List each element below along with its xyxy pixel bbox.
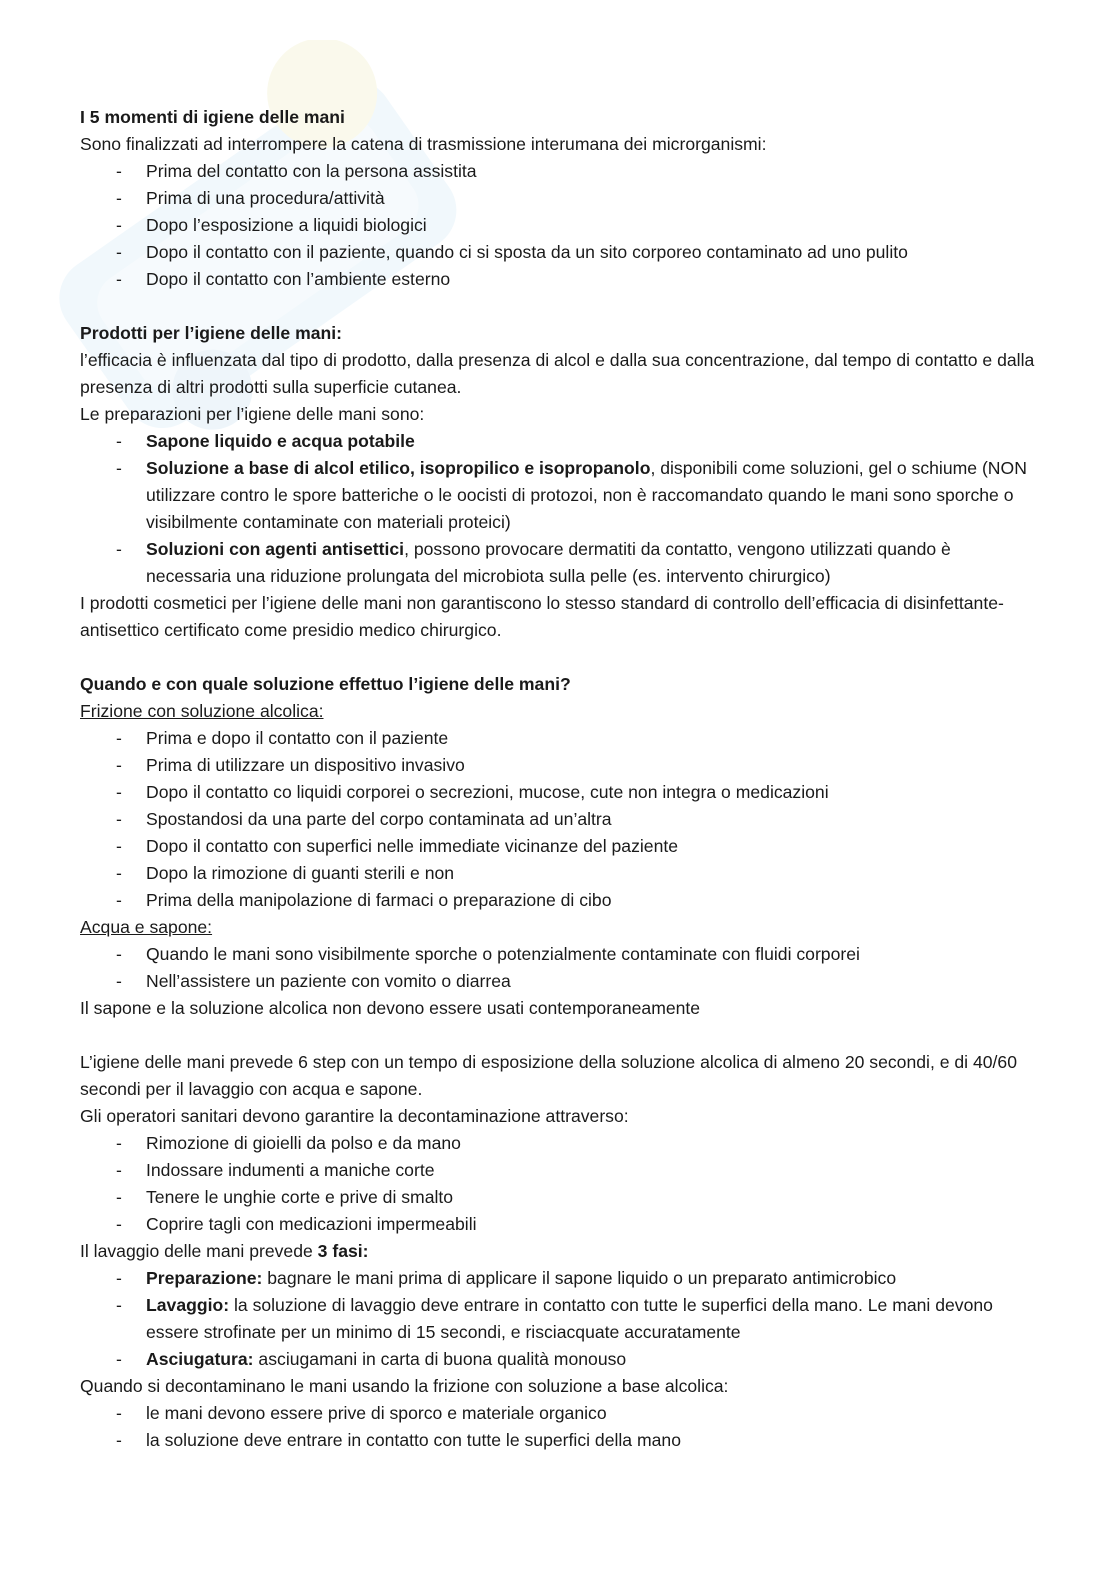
list-item-bold: Soluzioni con agenti antisettici — [146, 539, 405, 559]
paragraph: Gli operatori sanitari devono garantire la decontaminazione attraverso: — [80, 1106, 629, 1126]
list-item: - la soluzione deve entrare in contatto con tutte le superfici della mano — [80, 1427, 1040, 1454]
list-item: - Nell’assistere un paziente con vomito o diarrea — [80, 968, 1040, 995]
list-item — [80, 536, 1040, 590]
list-item: - Prima della manipolazione di farmaci o preparazione di cibo — [80, 887, 1040, 914]
list-item — [80, 1346, 1040, 1373]
list-item-text: , disponibili come soluzioni, gel o schiume (NON utilizzare contro le spore batteriche o le oocisti di protozoi, non è raccomandato quando le mani sono sporche o visibilmente contaminate con materiali proteici) — [146, 458, 1027, 532]
list-item-bold: Soluzione a base di alcol etilico, isopropilico e isopropanolo — [146, 458, 651, 478]
list-item: - Prima di una procedura/attività — [80, 185, 1040, 212]
list-item-text: , possono provocare dermatiti da contatto, vengono utilizzati quando è necessaria una riduzione prolungata del microbiota sulla pelle (es. intervento chirurgico) — [146, 539, 951, 586]
list-item: - Dopo il contatto con il paziente, quando ci si sposta da un sito corporeo contaminato ad uno pulito — [80, 239, 1040, 266]
list-item: - Tenere le unghie corte e prive di smalto — [80, 1184, 1040, 1211]
list-item — [80, 428, 1040, 455]
list-item: - Indossare indumenti a maniche corte — [80, 1157, 1040, 1184]
bullet-list — [80, 941, 1040, 995]
list-item-bold: Preparazione: — [146, 1268, 263, 1288]
paragraph: I prodotti cosmetici per l’igiene delle mani non garantiscono lo stesso standard di controllo dell’efficacia di disinfettante-antisettico certificato come presidio medico chirurgico. — [80, 593, 1004, 640]
phases-intro: Il lavaggio delle mani prevede — [80, 1241, 318, 1261]
list-item: - le mani devono essere prive di sporco e materiale organico — [80, 1400, 1040, 1427]
list-item: - Prima di utilizzare un dispositivo invasivo — [80, 752, 1040, 779]
list-item: - Prima del contatto con la persona assistita — [80, 158, 1040, 185]
list-item: - Rimozione di gioielli da polso e da mano — [80, 1130, 1040, 1157]
section-title: Quando e con quale soluzione effettuo l’igiene delle mani? — [80, 674, 571, 694]
list-item-bold: Lavaggio: — [146, 1295, 230, 1315]
subheading: Acqua e sapone: — [80, 917, 213, 937]
list-item-text: bagnare le mani prima di applicare il sapone liquido o un preparato antimicrobico — [262, 1268, 897, 1288]
bullet-list — [80, 1265, 1040, 1373]
list-item: - Coprire tagli con medicazioni impermeabili — [80, 1211, 1040, 1238]
bullet-list — [80, 1130, 1040, 1238]
section-intro: Sono finalizzati ad interrompere la catena di trasmissione interumana dei microrganismi: — [80, 134, 767, 154]
paragraph: Quando si decontaminano le mani usando la frizione con soluzione a base alcolica: — [80, 1376, 729, 1396]
list-item: - Quando le mani sono visibilmente sporche o potenzialmente contaminate con fluidi corporei — [80, 941, 1040, 968]
paragraph — [80, 1238, 1040, 1265]
paragraph: l’efficacia è influenzata dal tipo di prodotto, dalla presenza di alcol e dalla sua concentrazione, dal tempo di contatto e dalla presenza di altri prodotti sulla superficie cutanea. — [80, 350, 1035, 397]
subheading: Frizione con soluzione alcolica: — [80, 701, 324, 721]
list-item: - Dopo il contatto co liquidi corporei o secrezioni, mucose, cute non integra o medicazioni — [80, 779, 1040, 806]
list-item — [80, 1292, 1040, 1346]
bullet-list — [80, 725, 1040, 914]
paragraph: Il sapone e la soluzione alcolica non devono essere usati contemporaneamente — [80, 998, 701, 1018]
phases-count: 3 fasi: — [317, 1241, 369, 1261]
list-item — [80, 1265, 1040, 1292]
list-item — [80, 455, 1040, 536]
paragraph: Le preparazioni per l’igiene delle mani sono: — [80, 404, 425, 424]
list-item: - Dopo il contatto con l’ambiente esterno — [80, 266, 1040, 293]
document-body — [80, 104, 1040, 1454]
list-item: - Dopo l’esposizione a liquidi biologici — [80, 212, 1040, 239]
bullet-list — [80, 428, 1040, 590]
section-title: Prodotti per l’igiene delle mani: — [80, 323, 342, 343]
section-title: I 5 momenti di igiene delle mani — [80, 107, 345, 127]
bullet-list — [80, 158, 1040, 293]
bullet-list — [80, 1400, 1040, 1454]
list-item: - Dopo il contatto con superfici nelle immediate vicinanze del paziente — [80, 833, 1040, 860]
list-item-bold: Asciugatura: — [146, 1349, 254, 1369]
list-item-text: asciugamani in carta di buona qualità monouso — [253, 1349, 627, 1369]
list-item-text: la soluzione di lavaggio deve entrare in contatto con tutte le superfici della mano. Le mani devono essere strofinate per un minimo di 15 secondi, e risciacquate accuratamente — [146, 1295, 993, 1342]
list-item-bold: Sapone liquido e acqua potabile — [146, 431, 415, 451]
list-item: - Dopo la rimozione di guanti sterili e non — [80, 860, 1040, 887]
paragraph: L’igiene delle mani prevede 6 step con un tempo di esposizione della soluzione alcolica di almeno 20 secondi, e di 40/60 secondi per il lavaggio con acqua e sapone. — [80, 1052, 1017, 1099]
list-item: - Prima e dopo il contatto con il paziente — [80, 725, 1040, 752]
list-item: - Spostandosi da una parte del corpo contaminata ad un’altra — [80, 806, 1040, 833]
